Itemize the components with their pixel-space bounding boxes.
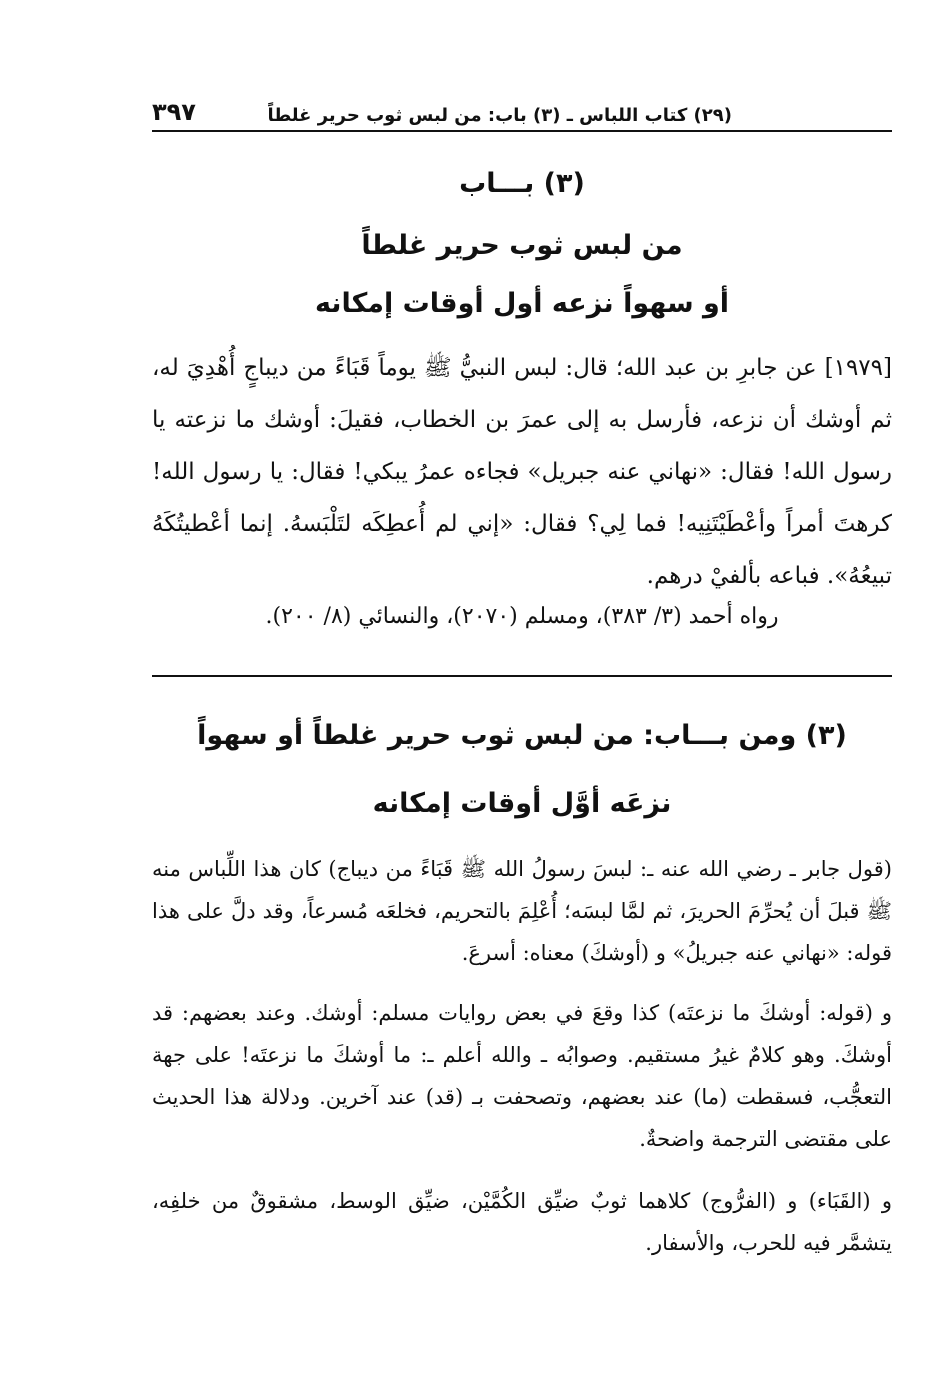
commentary-title-line2	[152, 790, 892, 817]
commentary-paragraph-1	[152, 848, 892, 974]
chapter-title-line1-text: من لبس ثوب حرير غلطاً	[361, 230, 683, 261]
page-number: ٣٩٧	[152, 98, 196, 126]
hadith-reference	[152, 600, 892, 634]
section-divider	[152, 675, 892, 677]
commentary-title-line1-text: (٣) ومن بـــاب: من لبس ثوب حرير غلطاً أو سهواً	[197, 720, 847, 751]
commentary-paragraph-2	[152, 992, 892, 1160]
chapter-label-text: (٣) بـــاب	[459, 168, 585, 199]
commentary-title-line1	[152, 722, 892, 749]
commentary-paragraph-text: (قول جابر ـ رضي الله عنه ـ: لبسَ رسولُ الله ﷺ قَبَاءً من ديباج) كان هذا اللِّباس منه ﷺ قبلَ أن يُحرِّمَ الحريرَ، ثم لمَّا لبسَه؛ أُعْلِمَ بالتحريم، فخلعَه مُسرعاً، وقد دلَّ على هذا قوله: «نهاني عنه جبريلُ» و (أوشكَ) معناه: أسرعَ.	[152, 857, 892, 965]
running-title: (٢٩) كتاب اللباس ـ (٣) باب: من لبس ثوب حرير غلطاً	[267, 105, 732, 126]
chapter-title-line2-text: أو سهواً نزعه أول أوقات إمكانه	[314, 288, 730, 319]
hadith-body	[152, 342, 892, 602]
commentary-paragraph-3	[152, 1180, 892, 1264]
chapter-label	[152, 170, 892, 197]
commentary-paragraph-text: و (قوله: أوشكَ ما نزعتَه) كذا وقعَ في بعض روايات مسلم: أوشك. وعند بعضهم: قد أوشكَ. وهو كلامٌ غيرُ مستقيم. وصوابُه ـ والله أعلم ـ: ما أوشكَ ما نزعتَه! على جهة التعجُّب، فسقطت (ما) عند بعضهم، وتصحفت بـ (قد) عند آخرين. ودلالة هذا الحديث على مقتضى الترجمة واضحةٌ.	[152, 1001, 892, 1151]
chapter-title-line1	[152, 232, 892, 259]
commentary-title-line2-text: نزعَه أوَّل أوقات إمكانه	[372, 788, 672, 819]
commentary-paragraph-text: و (القَبَاء) و (الفرُّوج) كلاهما ثوبٌ ضيِّق الكُمَّيْن، ضيِّق الوسط، مشقوقٌ من خلفِه، يتشمَّر فيه للحرب، والأسفار.	[152, 1189, 892, 1255]
hadith-reference-text: رواه أحمد (٣/ ٣٨٣)، ومسلم (٢٠٧٠)، والنسائي (٨/ ٢٠٠).	[265, 604, 779, 629]
hadith-text: [١٩٧٩] عن جابرِ بن عبد الله؛ قال: لبس النبيُّ ﷺ يوماً قَبَاءً من ديباجٍ أُهْدِيَ له، ثم أوشك أن نزعه، فأرسل به إلى عمرَ بن الخطاب، فقيلَ: أوشك ما نزعته يا رسول الله! فقال: «نهاني عنه جبريل» فجاءه عمرُ يبكي! فقال: يا رسول الله! كرهتَ أمراً وأعْطَيْتَنِيه! فما لِي؟ فقال: «إني لم أُعطِكَه لتَلْبَسهُ. إنما أعْطيتُكَهُ تبيعُهُ». فباعه بألفيْ درهم.	[152, 355, 892, 589]
running-header	[152, 98, 892, 132]
chapter-title-line2	[152, 290, 892, 317]
